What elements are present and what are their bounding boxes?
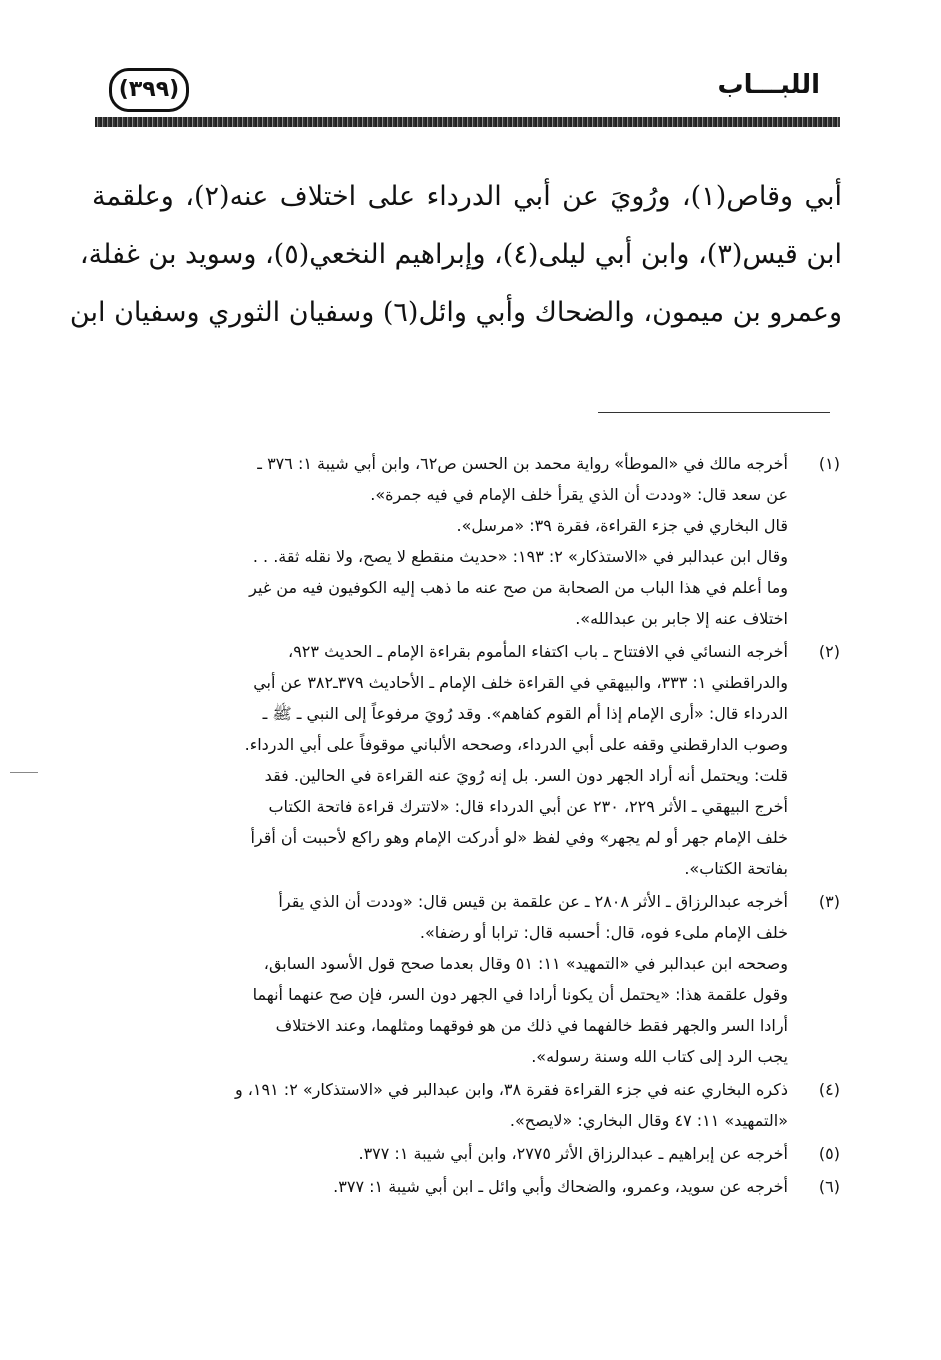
footnote-line: «التمهيد» ١١: ٤٧ وقال البخاري: «لايصح». [509, 1111, 788, 1130]
footnote-line: وقول علقمة هذا: «يحتمل أن يكونا أرادا في الجهر دون السر، فإن صح عنهما أنهما [252, 985, 788, 1004]
footnote-line: أرادا السر والجهر فقط خالفهما في ذلك من هو فوقهما ومثلهما، وعند الاختلاف [275, 1016, 788, 1035]
footnote-body [95, 448, 788, 634]
footnote-line: وقال ابن عبدالبر في «الاستذكار» ٢: ١٩٣: «حديث منقطع لا يصح، ولا نقله ثقة. . . [252, 547, 788, 566]
footnote-line: خلف الإمام جهر أو لم يجهر» وفي لفظ «لو أدركت الإمام وهو راكع لأحببت أن أقرأ [250, 828, 788, 847]
running-title: اللبـــاب [717, 70, 820, 100]
main-text-line: وعمرو بن ميمون، والضحاك وأبي وائل(٦) وسفيان الثوري وسفيان ابن [69, 297, 842, 328]
footnote-number: (٦) [818, 1177, 840, 1196]
footnote-line: قال البخاري في جزء القراءة، فقرة ٣٩: «مرسل». [456, 516, 788, 535]
footnote [95, 886, 840, 1072]
footnote-line: أخرجه عن إبراهيم ـ عبدالرزاق الأثر ٢٧٧٥، وابن أبي شيبة ١: ٣٧٧. [358, 1144, 788, 1163]
main-text-line: ابن قيس(٣)، وابن أبي ليلى(٤)، وإبراهيم النخعي(٥)، وسويد بن غفلة، [79, 239, 842, 270]
footnote-number: (٥) [818, 1144, 840, 1163]
footnote-body [95, 886, 788, 1072]
footnote-line: أخرج البيهقي ـ الأثر ٢٢٩، ٢٣٠ عن أبي الدرداء قال: «لاتترك قراءة فاتحة الكتاب [268, 797, 788, 816]
footnote-line: وصححه ابن عبدالبر في «التمهيد» ١١: ٥١ وقال بعدما صحح قول الأسود السابق، [263, 954, 788, 973]
footnote-line: أخرجه عن سويد، وعمرو، والضحاك وأبي وائل ـ ابن أبي شيبة ١: ٣٧٧. [333, 1177, 788, 1196]
footnote-line: أخرجه النسائي في الافتتاح ـ باب اكتفاء المأموم بقراءة الإمام ـ الحديث ٩٢٣، [288, 642, 788, 661]
footnote-body [95, 636, 788, 884]
footnote-line: قلت: ويحتمل أنه أراد الجهر دون السر. بل إنه رُويَ عنه القراءة في الحالين. فقد [264, 766, 788, 785]
footnote [95, 1138, 840, 1169]
page-number: (٣٩٩) [109, 68, 189, 112]
footnote-line: ذكره البخاري عنه في جزء القراءة فقرة ٣٨، وابن عبدالبر في «الاستذكار» ٢: ١٩١، و [234, 1080, 788, 1099]
main-text [69, 168, 842, 342]
footnote [95, 1074, 840, 1136]
footnote-line: عن سعد قال: «وددت أن الذي يقرأ خلف الإمام في فيه جمرة». [370, 485, 788, 504]
header-rule [95, 117, 840, 127]
footnote [95, 1171, 840, 1202]
footnote-line: يجب الرد إلى كتاب الله وسنة رسوله». [531, 1047, 788, 1066]
footnote-line: وصوب الدارقطني وقفه على أبي الدرداء، وصححه الألباني موقوفاً على أبي الدرداء. [244, 735, 788, 754]
footnote-number: (٣) [818, 892, 840, 911]
footnote-number: (١) [818, 454, 840, 473]
margin-mark [10, 772, 38, 773]
footnote [95, 448, 840, 634]
footnote-body [95, 1138, 788, 1169]
footnote-line: أخرجه مالك في «الموطأ» رواية محمد بن الحسن ص٦٢، وابن أبي شيبة ١: ٣٧٦ ـ [257, 454, 788, 473]
footnote-line: الدرداء قال: «أرى الإمام إذا أم القوم كفاهم». وقد رُويَ مرفوعاً إلى النبي ـ ﷺ ـ [262, 704, 788, 723]
footnote-line: خلف الإمام ملىء فوه، قال: أحسبه قال: ترابا أو رضفا». [419, 923, 788, 942]
footnotes [95, 448, 840, 1204]
footnote-line: أخرجه عبدالرزاق ـ الأثر ٢٨٠٨ ـ عن علقمة بن قيس قال: «وددت أن الذي يقرأ [278, 892, 788, 911]
footnote-number: (٢) [818, 642, 840, 661]
footnote-separator [598, 412, 830, 413]
footnote-body [95, 1171, 788, 1202]
footnote-number: (٤) [818, 1080, 840, 1099]
footnote-line: اختلاف عنه إلا جابر بن عبدالله». [575, 609, 788, 628]
footnote-line: وما أعلم في هذا الباب من الصحابة من صح عنه ما ذهب إليه الكوفيون فيه من غير [249, 578, 788, 597]
main-text-line: أبي وقاص(١)، ورُويَ عن أبي الدرداء على اختلاف عنه(٢)، وعلقمة [92, 181, 842, 212]
footnote [95, 636, 840, 884]
page-header [95, 62, 840, 122]
footnote-line: والدراقطني ١: ٣٣٣، والبيهقي في القراءة خلف الإمام ـ الأحاديث ٣٧٩ـ٣٨٢ عن أبي [253, 673, 788, 692]
footnote-line: بفاتحة الكتاب». [684, 859, 788, 878]
footnote-body [95, 1074, 788, 1136]
